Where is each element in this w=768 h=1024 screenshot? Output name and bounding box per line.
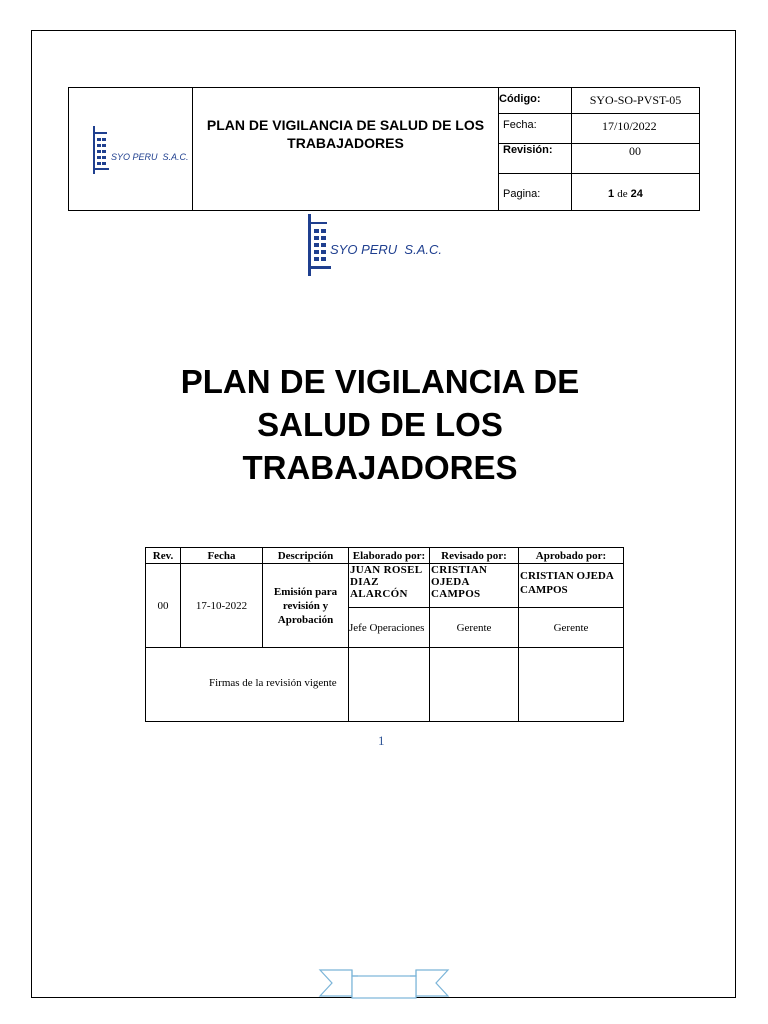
revision-value: 00 — [629, 144, 641, 158]
pagina-label-cell — [499, 174, 572, 210]
header-title-cell — [193, 88, 499, 210]
header-title: PLAN DE VIGILANCIA DE SALUD DE LOS TRABAJADORES — [206, 117, 485, 151]
header-logo-cell — [69, 88, 193, 210]
cell-revisado-name: CRISTIAN OJEDA CAMPOS — [430, 564, 519, 608]
fecha-value-cell — [572, 114, 699, 144]
page-total: 24 — [630, 188, 643, 200]
footer-banner — [318, 966, 450, 1000]
col-header-rev: Rev. — [146, 548, 181, 564]
company-logo — [91, 126, 167, 174]
cell-revisado-role: Gerente — [430, 608, 519, 648]
col-header-revisado: Revisado por: — [430, 548, 519, 564]
revision-label: Revisión: — [503, 144, 553, 156]
col-header-fecha: Fecha — [181, 548, 263, 564]
cell-fecha: 17-10-2022 — [181, 564, 263, 648]
cell-rev: 00 — [146, 564, 181, 648]
cell-firma-aprobado — [519, 648, 623, 721]
main-title: PLAN DE VIGILANCIA DE SALUD DE LOS TRABAJADORES — [180, 363, 580, 486]
revision-value-cell — [572, 144, 699, 174]
cell-aprobado-role: Gerente — [519, 608, 623, 648]
cell-firma-elaborado — [349, 648, 430, 721]
cell-descripcion: Emisión para revisión y Aprobación — [263, 564, 349, 648]
fecha-value: 17/10/2022 — [602, 119, 657, 133]
header-table — [68, 87, 700, 211]
pagina-value — [608, 188, 643, 200]
cell-elaborado-name: JUAN ROSEL DIAZ ALARCÓN — [349, 564, 430, 608]
pagina-value-cell — [572, 174, 699, 210]
fecha-label-cell — [499, 114, 572, 144]
codigo-value-cell — [572, 88, 699, 114]
page-current: 1 — [608, 188, 615, 200]
revision-label-cell — [499, 144, 572, 174]
page-sep: de — [617, 188, 628, 200]
revision-table — [145, 547, 624, 722]
cell-elaborado-role: Jefe Operaciones — [349, 608, 430, 648]
codigo-label: Código: — [499, 93, 541, 105]
footer-page-number: 1 — [378, 733, 385, 748]
fecha-label: Fecha: — [503, 119, 537, 131]
col-header-descripcion: Descripción — [263, 548, 349, 564]
codigo-value: SYO-SO-PVST-05 — [589, 93, 682, 107]
cell-firmas — [146, 648, 349, 721]
pagina-label: Pagina: — [503, 188, 541, 200]
logo-text: SYO PERU S.A.C. — [111, 152, 189, 162]
cell-aprobado-name: CRISTIAN OJEDA CAMPOS — [519, 564, 623, 608]
firmas-label: Firmas de la revisión vigente — [209, 677, 337, 689]
codigo-label-cell — [499, 88, 572, 114]
cell-firma-revisado — [430, 648, 519, 721]
col-header-aprobado: Aprobado por: — [519, 548, 623, 564]
center-logo-text: SYO PERU S.A.C. — [330, 242, 442, 257]
col-header-elaborado: Elaborado por: — [349, 548, 430, 564]
